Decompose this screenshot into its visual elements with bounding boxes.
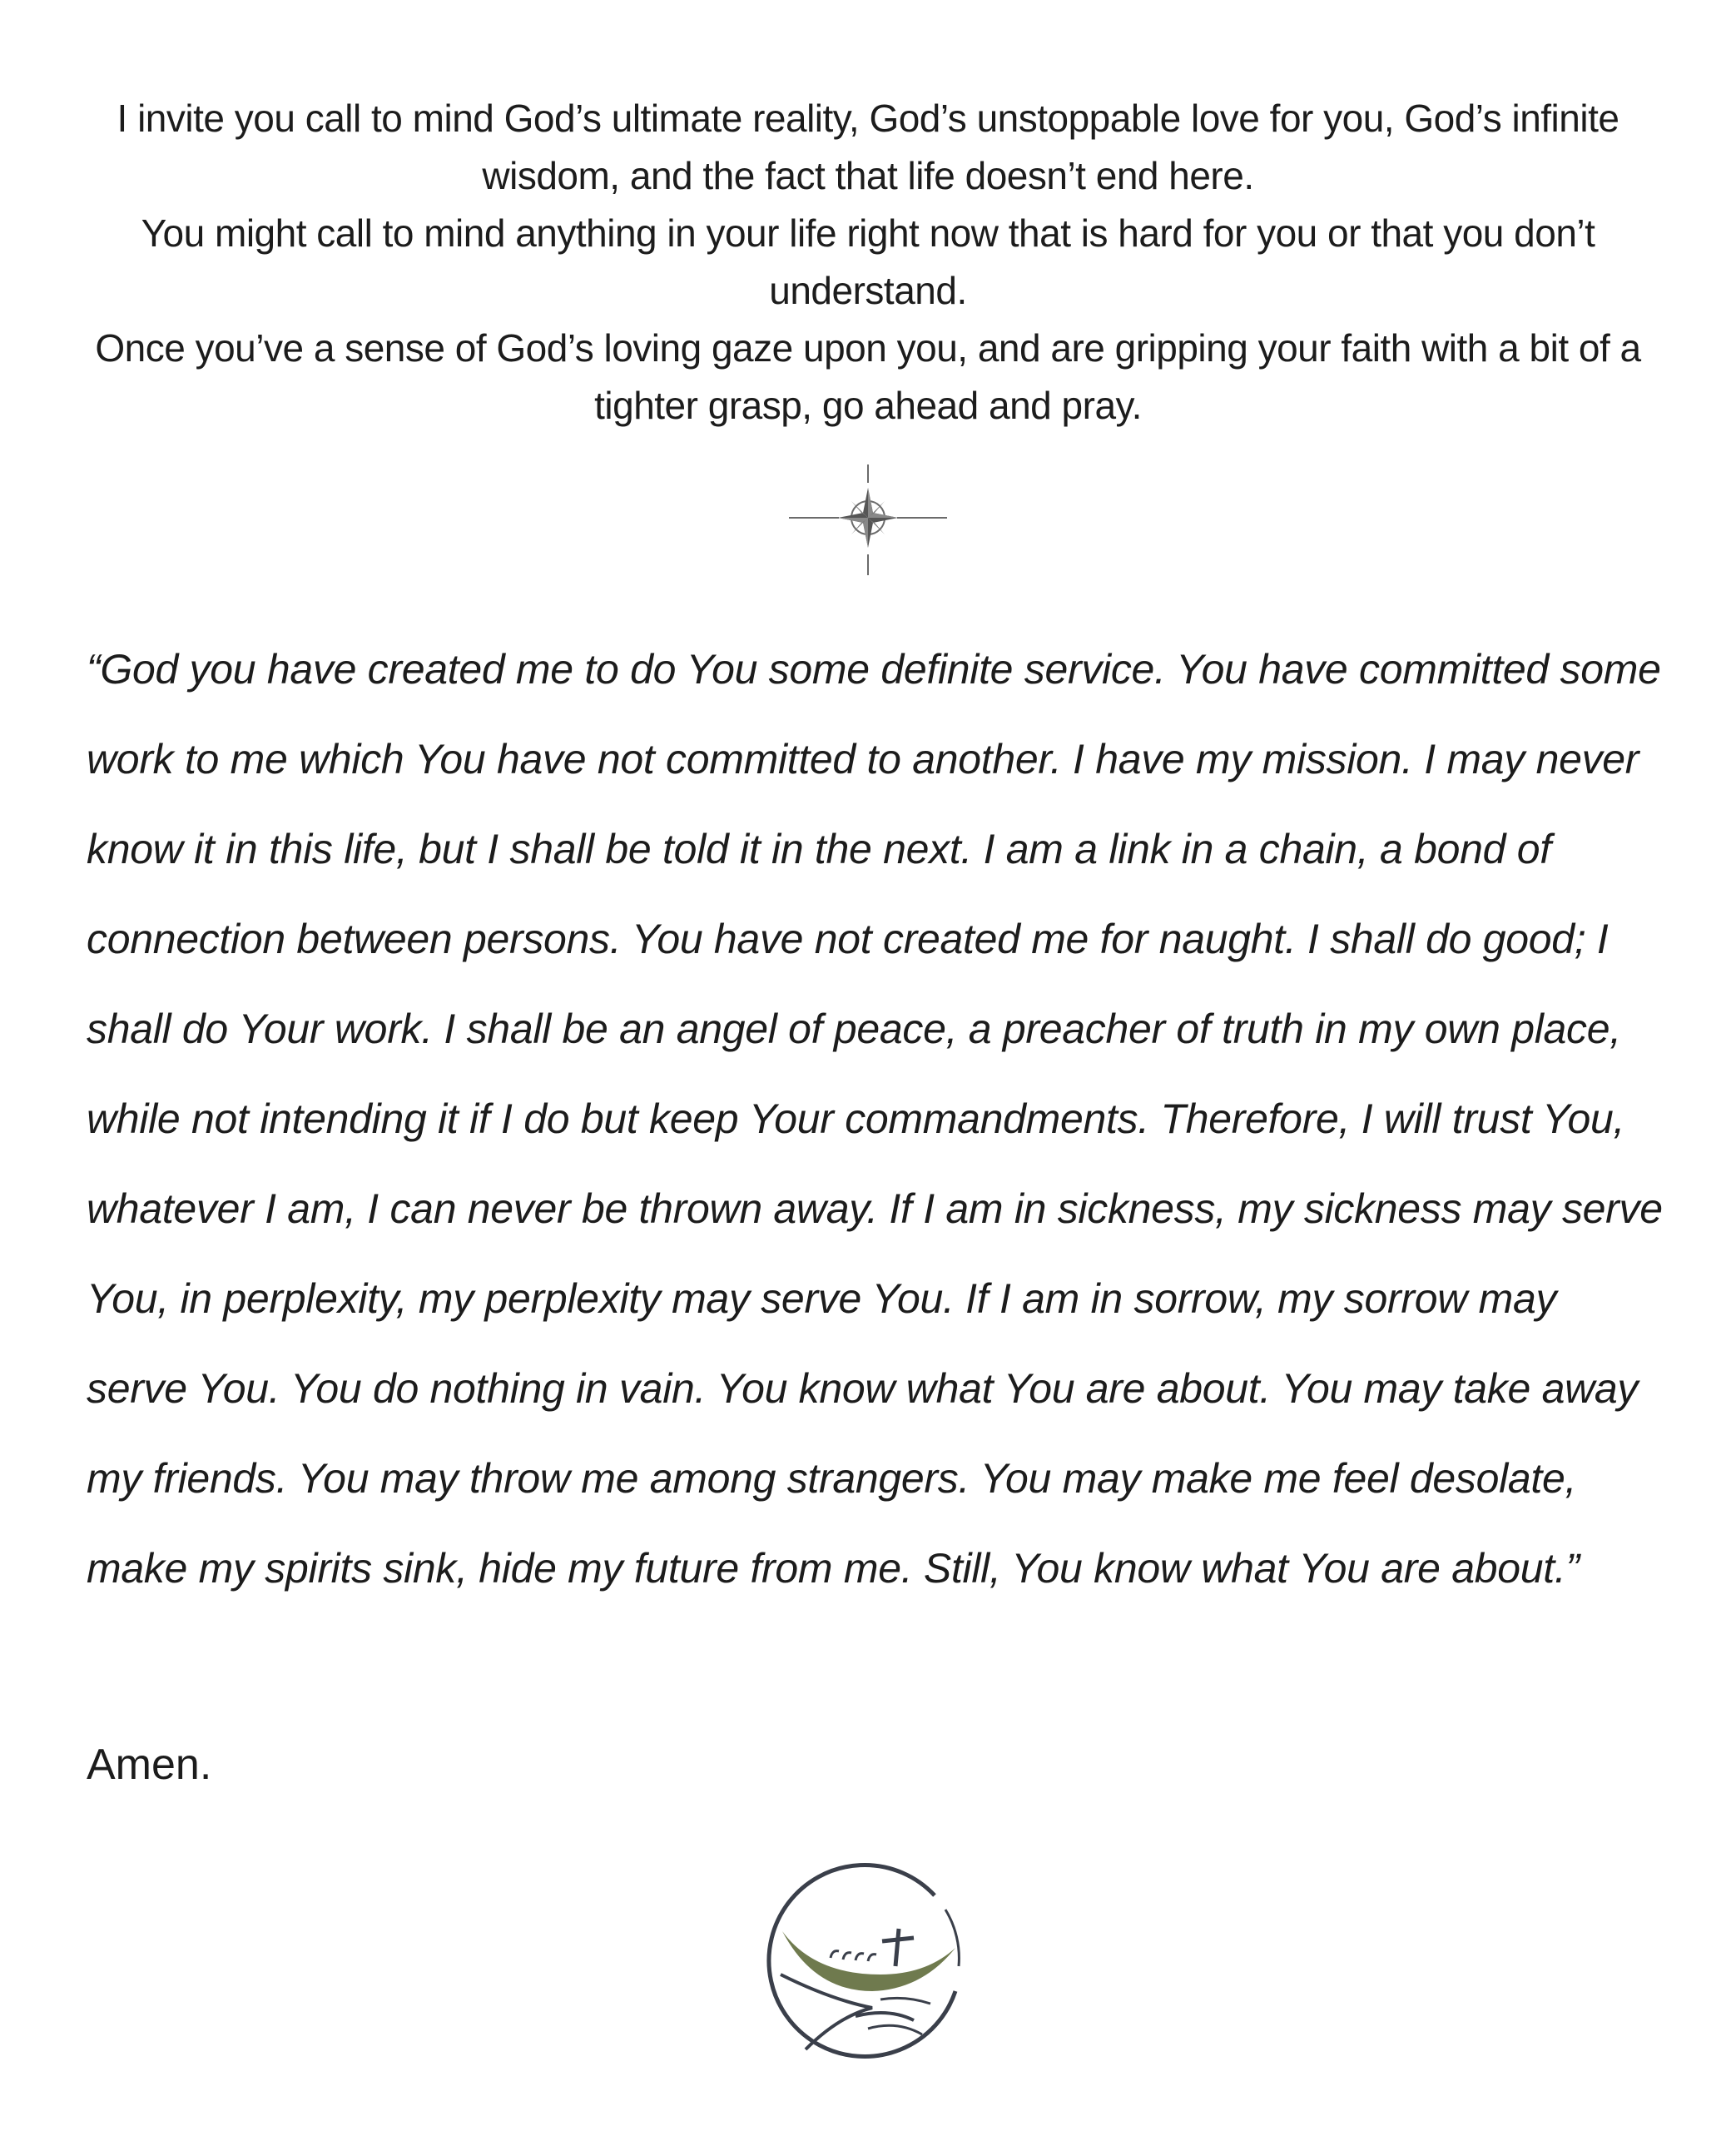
- amen-text: Amen.: [87, 1741, 212, 1789]
- intro-paragraph-2: You might call to mind anything in your life right now that is hard for you or that you don’t understand.: [141, 211, 1595, 312]
- intro-text: [83, 90, 1653, 435]
- compass-rose-icon: [785, 463, 951, 579]
- prayer-text: “God you have created me to do You some definite service. You have committed some work to me which You have not committed to another. I have my mission. I may never know it in this life, but I shall be told it in the next. I am a link in a chain, a bond of connection between persons. You have not created me for naught. I shall do good; I shall do Your work. I shall be an angel of peace, a preacher of truth in my own place, while not intending it if I do but keep Your commandments. Therefore, I will trust You, whatever I am, I can never be thrown away. If I am in sickness, my sickness may serve You, in perplexity, my perplexity may serve You. If I am in sorrow, my sorrow may serve You. You do nothing in vain. You know what You are about. You may take away my friends. You may throw me among strangers. You may make me feel desolate, make my spirits sink, hide my future from me. Still, You know what You are about.”: [87, 646, 1663, 1592]
- boat-cross-logo-icon: [756, 1850, 980, 2074]
- intro-paragraph-3: Once you’ve a sense of God’s loving gaze upon you, and are gripping your faith with a bit of a tighter grasp, go ahead and pray.: [95, 326, 1641, 427]
- intro-paragraph-1: I invite you call to mind God’s ultimate reality, God’s unstoppable love for you, God’s infinite wisdom, and the fact that life doesn’t end here.: [117, 97, 1619, 197]
